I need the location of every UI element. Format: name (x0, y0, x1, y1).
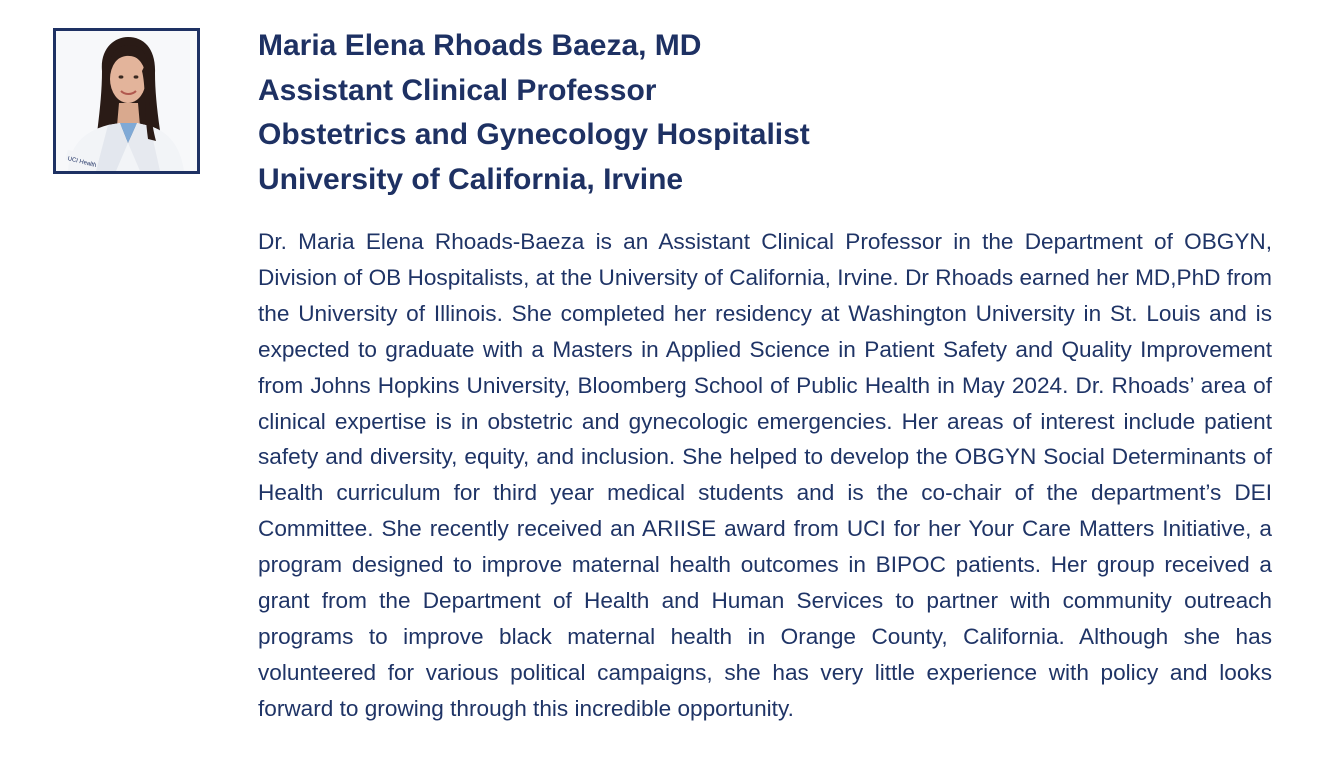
person-title: Assistant Clinical Professor (258, 73, 657, 107)
biography-paragraph: Dr. Maria Elena Rhoads-Baeza is an Assistant Clinical Professor in the Department of OBGYN, Division of OB Hospitalists, at the University of California, Irvine. Dr Rhoads earned her MD,PhD from the University of Illinois. She completed her residency at Washington University in St. Louis and is expected to graduate with a Masters in Applied Science in Patient Safety and Quality Improvement from Johns Hopkins University, Bloomberg School of Public Health in May 2024. Dr. Rhoads’ area of clinical expertise is in obstetric and gynecologic emergencies. Her areas of interest include patient safety and diversity, equity, and inclusion. She helped to develop the OBGYN Social Determinants of Health curriculum for third year medical students and is the co-chair of the department’s DEI Committee. She recently received an ARIISE award from UCI for her Your Care Matters Initiative, a program designed to improve maternal health outcomes in BIPOC patients. Her group received a grant from the Department of Health and Human Services to partner with community outreach programs to improve black maternal health in Orange County, California. Although she has volunteered for various political campaigns, she has very little experience with policy and looks forward to growing through this incredible opportunity. (258, 229, 1272, 721)
person-name: Maria Elena Rhoads Baeza, MD (258, 29, 702, 62)
person-role: Obstetrics and Gynecology Hospitalist (258, 118, 810, 152)
profile-photo (53, 28, 200, 174)
svg-text:UCI Health: UCI Health (66, 156, 97, 170)
profile-header (258, 24, 1278, 202)
headshot-photo (56, 31, 197, 171)
person-institution: University of California, Irvine (258, 162, 684, 196)
